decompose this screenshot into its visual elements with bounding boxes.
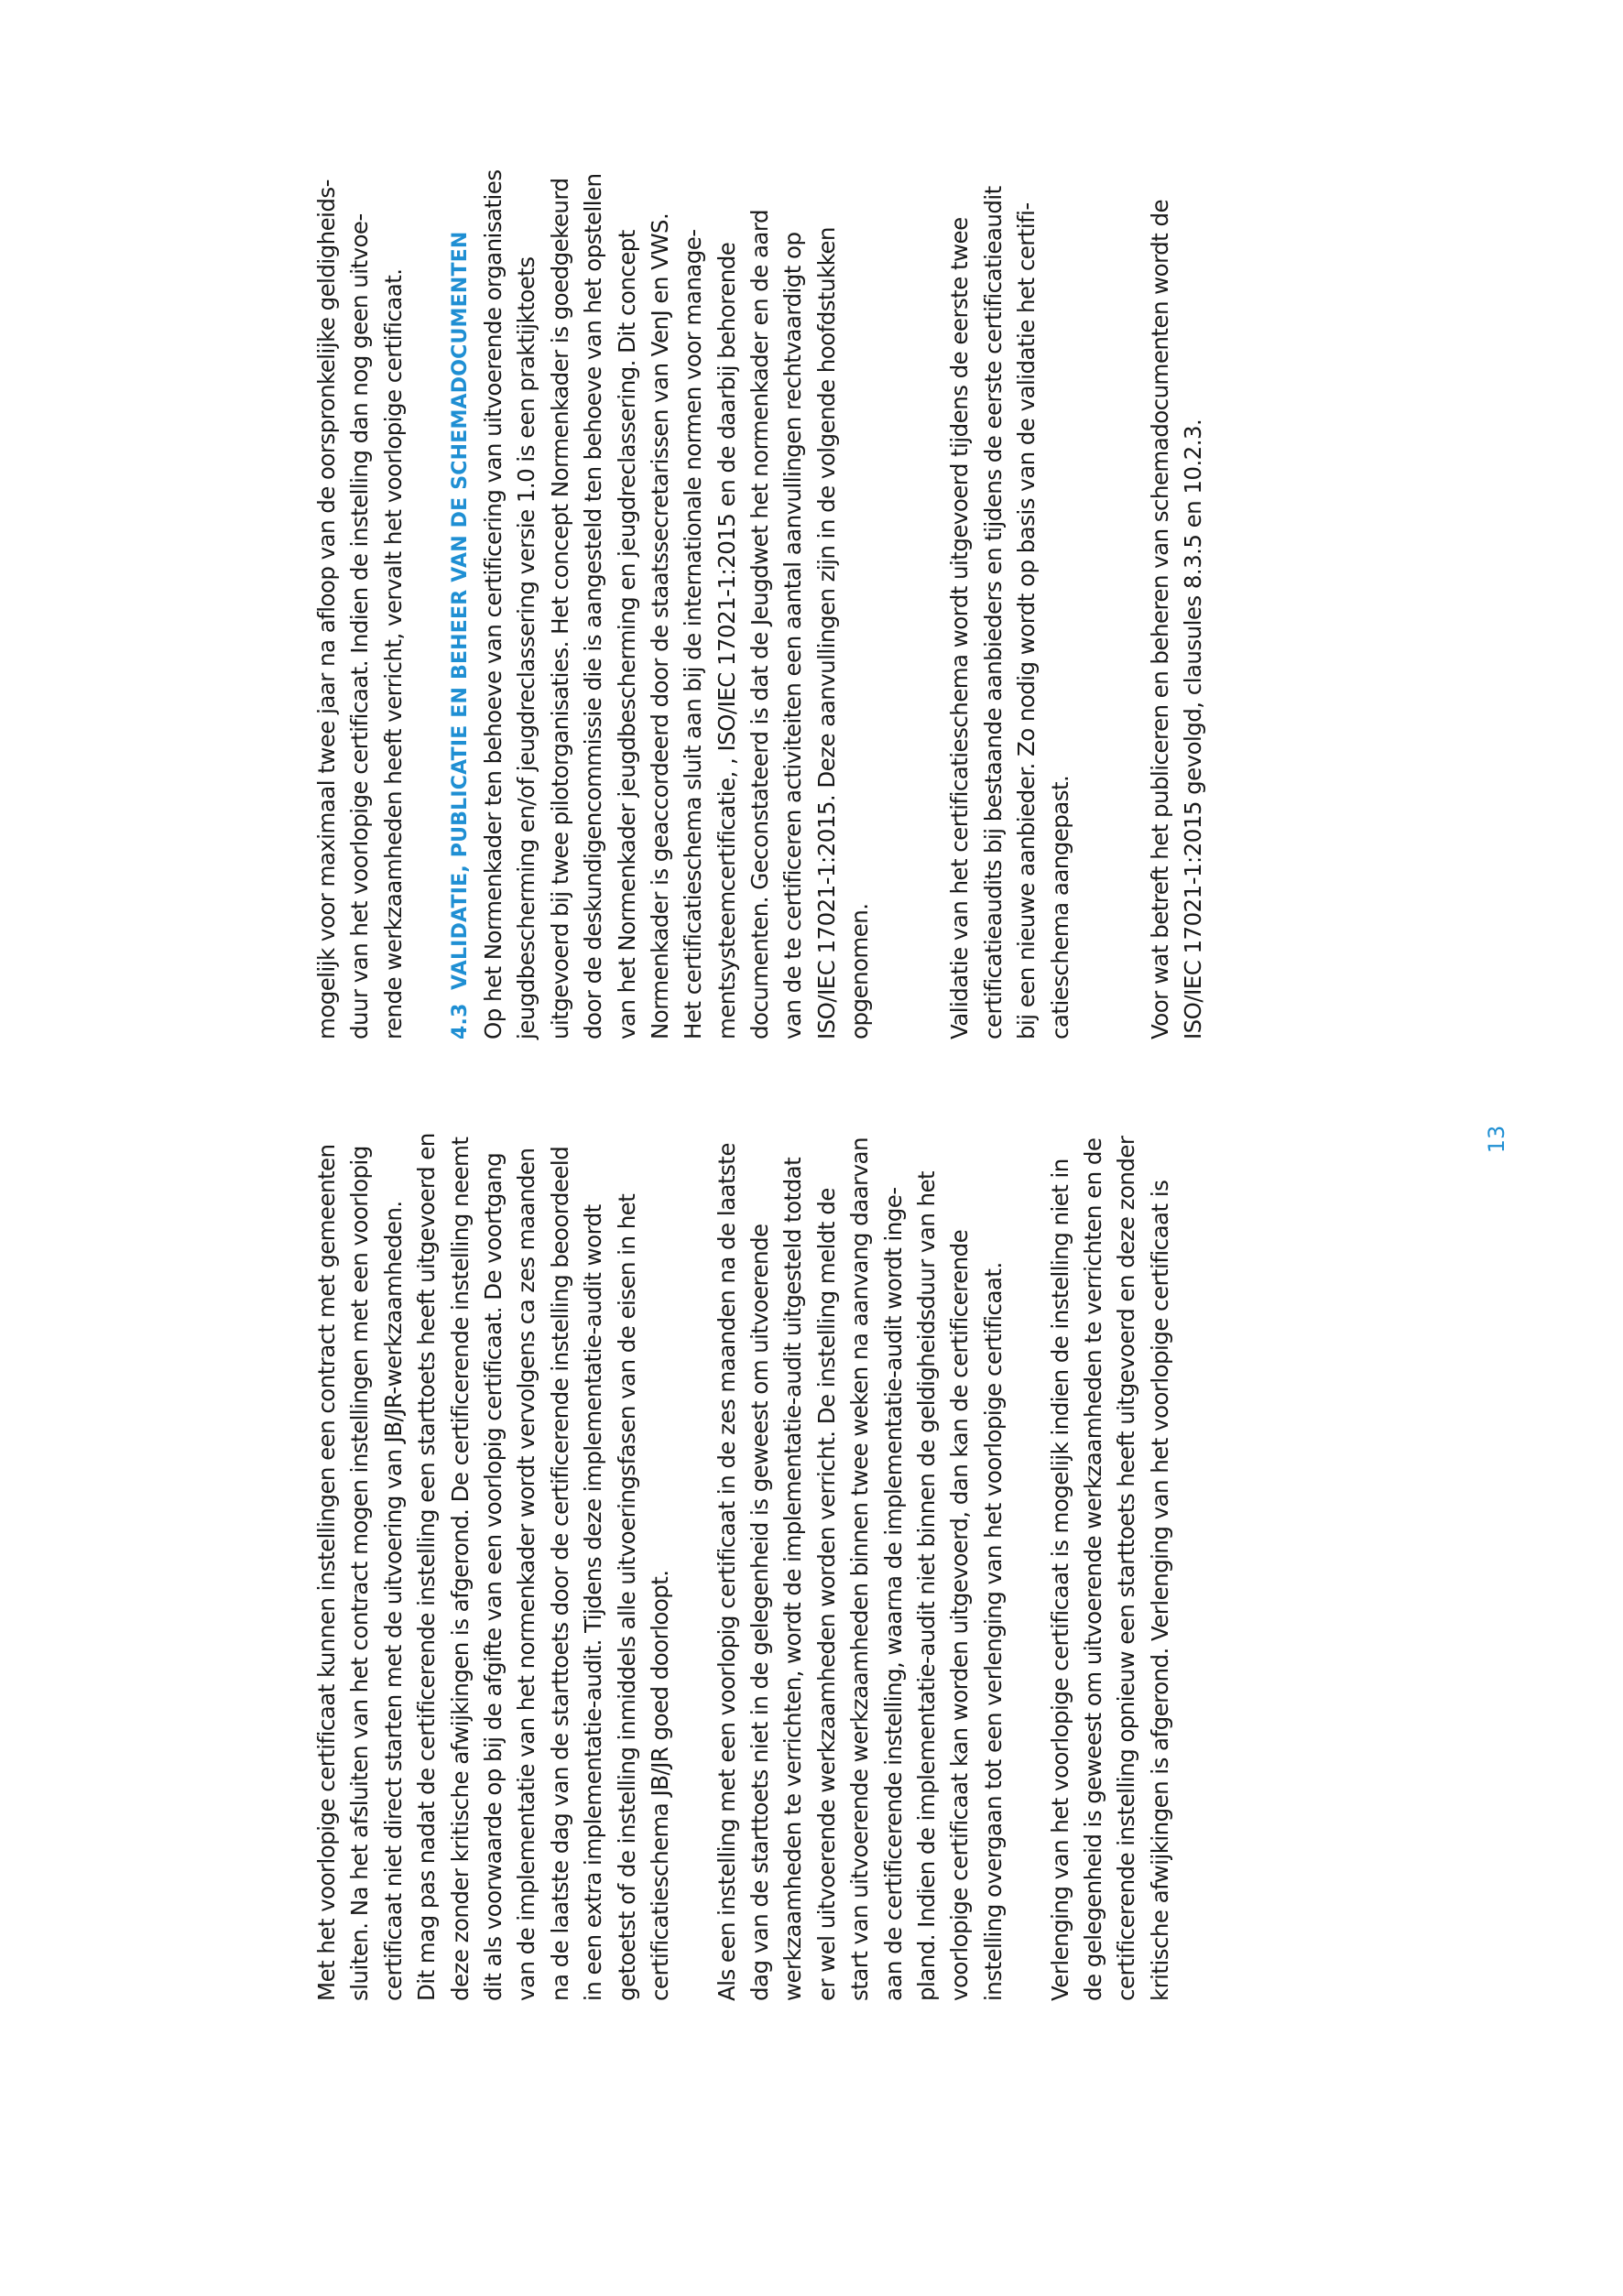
text-line: start van uitvoerende werkzaamheden binnen twee weken na aanvang daarvan bbox=[846, 1137, 874, 2001]
text-line: catieschema aangepast. bbox=[1046, 775, 1073, 1039]
paragraph bbox=[711, 1067, 1011, 2001]
text-line: getoetst of de instelling inmiddels alle uitvoeringsfasen van de eisen in het bbox=[613, 1193, 640, 2001]
text-line: aan de certificerende instelling, waarna de implementatie-audit wordt inge- bbox=[879, 1187, 907, 2001]
text-line: mentsysteemcertificatie, , ISO/IEC 17021-1:2015 en de daarbij behorende bbox=[713, 242, 740, 1039]
text-line: certificatieaudits bij bestaande aanbieders en tijdens de eerste certificatieaudit bbox=[979, 186, 1007, 1039]
paragraph-gap bbox=[1110, 105, 1143, 1039]
text-line: in een extra implementatie-audit. Tijdens deze implementatie-audit wordt bbox=[580, 1204, 607, 2001]
section-title: VALIDATIE, PUBLICATIE EN BEHEER VAN DE SCHEMADOCUMENTEN bbox=[448, 231, 472, 990]
paragraph-gap bbox=[877, 105, 910, 1039]
section-heading bbox=[444, 105, 477, 1039]
left-text-column bbox=[310, 1067, 1177, 2001]
text-line: bij een nieuwe aanbieder. Zo nodig wordt op basis van de validatie het certifi- bbox=[1013, 202, 1040, 1039]
text-line: Voor wat betreft het publiceren en beheren van schemadocumenten wordt de bbox=[1146, 199, 1173, 1039]
paragraph bbox=[310, 105, 410, 1039]
page-number: 13 bbox=[1484, 1125, 1509, 1154]
text-line: certificaat niet direct starten met de uitvoering van JB/JR-werkzaamheden. bbox=[379, 1201, 407, 2001]
text-line: sluiten. Na het afsluiten van het contract mogen instellingen met een voorlopig bbox=[346, 1146, 374, 2001]
text-line: ISO/IEC 17021-1:2015. Deze aanvullingen zijn in de volgende hoofdstukken bbox=[812, 227, 840, 1039]
text-line: Verlenging van het voorlopige certificaat is mogelijk indien de instelling niet in bbox=[1046, 1159, 1073, 2001]
text-line: Dit mag pas nadat de certificerende instelling een starttoets heeft uitgevoerd en bbox=[413, 1133, 441, 2001]
text-line: ISO/IEC 17021-1:2015 gevolgd, clausules 8.3.5 en 10.2.3. bbox=[1180, 419, 1207, 1039]
text-line: uitgevoerd bij twee pilotorganisaties. Het concept Normenkader is goedgekeurd bbox=[546, 178, 573, 1039]
text-line: werkzaamheden te verrichten, wordt de implementatie-audit uitgesteld totdat bbox=[779, 1157, 807, 2001]
text-line: de gelegenheid is geweest om uitvoerende werkzaamheden te verrichten en de bbox=[1079, 1137, 1106, 2001]
paragraph bbox=[310, 1067, 677, 2001]
text-line: deze zonder kritische afwijkingen is afgerond. De certificerende instelling neemt bbox=[446, 1137, 474, 2001]
text-line: rende werkzaamheden heeft verricht, vervalt het voorlopige certificaat. bbox=[379, 268, 407, 1039]
text-line: opgenomen. bbox=[846, 903, 874, 1039]
paragraph-gap bbox=[1077, 105, 1110, 1039]
text-line: Als een instelling met een voorlopig certificaat in de zes maanden na de laatste bbox=[713, 1143, 740, 2001]
text-line: Op het Normenkader ten behoeve van certificering van uitvoerende organisaties bbox=[479, 169, 507, 1039]
text-line: duur van het voorlopige certificaat. Indien de instelling dan nog geen uitvoe- bbox=[346, 213, 374, 1039]
text-line: voorlopige certificaat kan worden uitgevoerd, dan kan de certificerende bbox=[946, 1229, 974, 2001]
section-number: 4.3 bbox=[448, 1003, 472, 1039]
text-line: mogelijk voor maximaal twee jaar na afloop van de oorspronkelijke geldigheids- bbox=[313, 180, 340, 1039]
text-line: door de deskundigencommissie die is aangesteld ten behoeve van het opstellen bbox=[580, 173, 607, 1039]
text-line: Het certificatieschema sluit aan bij de internationale normen voor manage- bbox=[680, 229, 707, 1039]
text-line: er wel uitvoerende werkzaamheden worden verricht. De instelling meldt de bbox=[812, 1188, 840, 2001]
text-line: na de laatste dag van de starttoets door de certificerende instelling beoordeeld bbox=[546, 1146, 573, 2001]
text-line: kritische afwijkingen is afgerond. Verlenging van het voorlopige certificaat is bbox=[1146, 1180, 1173, 2001]
text-line: instelling overgaan tot een verlenging van het voorlopige certificaat. bbox=[979, 1262, 1007, 2001]
text-line: Met het voorlopige certificaat kunnen instellingen een contract met gemeenten bbox=[313, 1144, 340, 2001]
text-line: van het Normenkader jeugdbescherming en jeugdreclassering. Dit concept bbox=[613, 230, 640, 1039]
paragraph bbox=[943, 105, 1077, 1039]
paragraph bbox=[1044, 1067, 1178, 2001]
paragraph bbox=[1144, 105, 1211, 1039]
paragraph-gap bbox=[410, 105, 443, 1039]
text-line: certificerende instelling opnieuw een starttoets heeft uitgevoerd en deze zonder bbox=[1113, 1136, 1140, 2001]
text-line: dit als voorwaarde op bij de afgifte van een voorlopig certificaat. De voortgang bbox=[479, 1152, 507, 2001]
paragraph-gap bbox=[677, 1067, 710, 2001]
text-line: dag van de starttoets niet in de gelegenheid is geweest om uitvoerende bbox=[746, 1224, 774, 2001]
text-line: Validatie van het certificatieschema wordt uitgevoerd tijdens de eerste twee bbox=[946, 217, 974, 1039]
text-line: van de te certificeren activiteiten een aantal aanvullingen rechtvaardigt op bbox=[779, 232, 807, 1039]
text-line: pland. Indien de implementatie-audit niet binnen de geldigheidsduur van het bbox=[913, 1170, 941, 2001]
text-line: Normenkader is geaccordeerd door de staatssecretarissen van VenJ en VWS. bbox=[646, 212, 673, 1039]
paragraph-gap bbox=[910, 105, 943, 1039]
text-line: van de implementatie van het normenkader wordt vervolgens ca zes maanden bbox=[513, 1148, 540, 2001]
text-line: certificatieschema JB/JR goed doorloopt. bbox=[646, 1570, 673, 2001]
paragraph-gap bbox=[1010, 1067, 1043, 2001]
text-line: documenten. Geconstateerd is dat de Jeugdwet het normenkader en de aard bbox=[746, 210, 774, 1039]
text-line: jeugdbescherming en/of jeugdreclassering versie 1.0 is een praktijktoets bbox=[513, 256, 540, 1039]
paragraph bbox=[477, 105, 877, 1039]
right-text-column bbox=[310, 105, 1211, 1039]
